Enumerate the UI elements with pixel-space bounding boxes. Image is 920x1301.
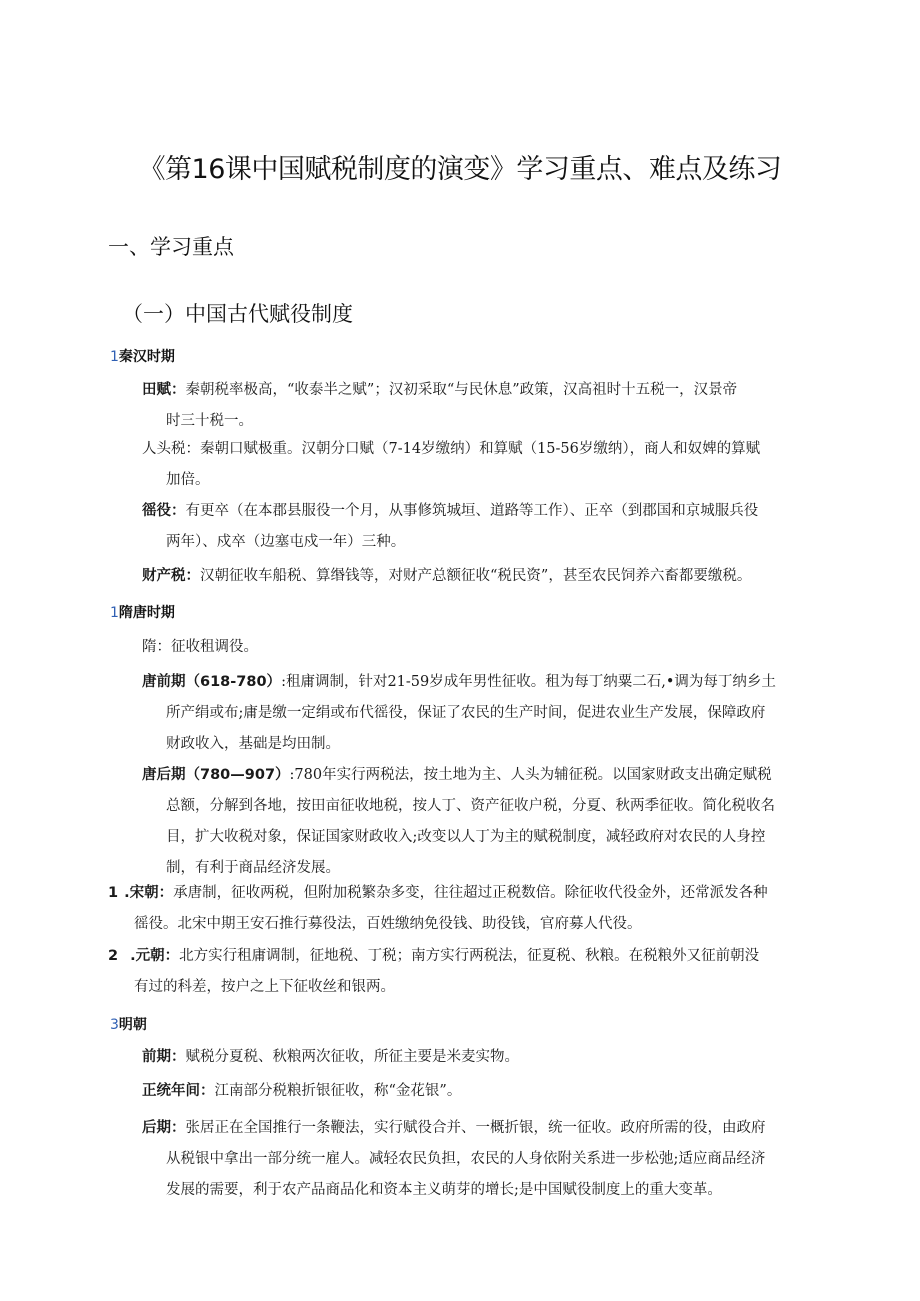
item-text-cont: 徭役。北宋中期王安石推行募役法，百姓缴纳免役钱、助役钱，官府募人代役。	[134, 916, 642, 932]
item-text-cont: 财政收入，基础是均田制。	[166, 736, 340, 752]
item-text: :租庸调制，针对21-59岁成年男性征收。租为每丁纳粟二石,•调为每丁纳乡土	[281, 674, 776, 690]
item-text: 张居正在全国推行一条鞭法，实行赋役合并、一概折银，统一征收。政府所需的役，由政府	[185, 1120, 766, 1136]
section-number: 1	[110, 349, 119, 365]
item-number: 2	[108, 948, 119, 964]
section-number: 1	[110, 605, 119, 621]
item-number: 1	[108, 885, 119, 901]
paragraph-corvee	[142, 496, 812, 558]
item-text-cont: 总额，分解到各地，按田亩征收地税，按人丁、资产征收户税，分夏、秋两季征收。简化税收名	[166, 798, 775, 814]
item-label: 正统年间：	[142, 1083, 215, 1099]
paragraph-ming-early	[142, 1042, 812, 1073]
paragraph-field-tax	[142, 375, 812, 437]
section-name: 明朝	[118, 1017, 147, 1033]
paragraph-poll-tax	[142, 434, 812, 496]
paragraph-property-tax	[142, 561, 812, 592]
item-text-cont: 目，扩大收税对象，保证国家财政收入;改变以人丁为主的赋税制度，减轻政府对农民的人身控	[166, 829, 766, 845]
section-heading-ming	[110, 1014, 147, 1034]
item-text-cont: 两年）、戍卒（边塞屯戍一年）三种。	[166, 534, 406, 550]
item-text: :780年实行两税法，按土地为主、人头为辅征税。以国家财政支出确定赋税	[289, 767, 772, 783]
item-text-cont: 发展的需要，利于农产品商品化和资本主义萌芽的增长;是中国赋役制度上的重大变革。	[166, 1182, 722, 1198]
item-label: .宋朝：	[124, 885, 174, 901]
section-heading-qin-han	[110, 346, 175, 366]
item-text: 有更卒（在本郡县服役一个月，从事修筑城垣、道路等工作）、正卒（到郡国和京城服兵役	[185, 503, 759, 519]
item-text: 承唐制，征收两税，但附加税繁杂多变，往往超过正税数倍。除征收代役金外，还常派发各种	[173, 885, 768, 901]
item-label: 唐前期（618-780）	[142, 674, 282, 690]
item-text-cont: 所产绢或布;庸是缴一定绢或布代徭役，保证了农民的生产时间，促进农业生产发展，保障政府	[166, 705, 766, 721]
item-text: 秦朝税率极高，“收泰半之赋”；汉初采取“与民休息”政策，汉高祖时十五税一，汉景帝	[185, 382, 738, 398]
item-label: 前期：	[142, 1049, 186, 1065]
item-label: 人头税：	[142, 441, 200, 457]
item-label: 徭役：	[142, 503, 186, 519]
paragraph-song	[108, 878, 814, 940]
item-text-cont: 制，有利于商品经济发展。	[166, 860, 340, 876]
item-label: 唐后期（780—907）	[142, 767, 290, 783]
item-text-cont: 有过的科差，按户之上下征收丝和银两。	[134, 979, 395, 995]
section-number: 3	[110, 1017, 119, 1033]
item-text: 隋：征收租调役。	[142, 639, 258, 655]
item-label: 后期：	[142, 1120, 186, 1136]
section-name: 隋唐时期	[118, 605, 175, 621]
item-text: 北方实行租庸调制，征地税、丁税；南方实行两税法，征夏税、秋粮。在税粮外又征前朝没	[179, 948, 760, 964]
item-text-cont: 时三十税一。	[166, 413, 253, 429]
item-text: 汉朝征收车船税、算缗钱等，对财产总额征收“税民资”，甚至农民饲养六畜都要缴税。	[200, 568, 752, 584]
paragraph-yuan	[108, 941, 814, 1003]
heading-ancient-tax-system: （一）中国古代赋役制度	[122, 302, 353, 326]
section-heading-sui-tang	[110, 602, 175, 622]
item-text: 江南部分税粮折银征收，称“金花银”。	[214, 1083, 462, 1099]
item-label: 财产税：	[142, 568, 200, 584]
item-text-cont: 加倍。	[166, 472, 210, 488]
paragraph-late-tang	[142, 760, 812, 884]
item-text-cont: 从税银中拿出一部分统一雇人。减轻农民负担，农民的人身依附关系进一步松弛;适应商品经济	[166, 1151, 766, 1167]
heading-study-focus: 一、学习重点	[108, 235, 234, 259]
paragraph-early-tang	[142, 667, 812, 760]
paragraph-ming-late	[142, 1113, 812, 1206]
item-label: .元朝：	[130, 948, 180, 964]
paragraph-ming-zhengtong	[142, 1076, 812, 1107]
item-text: 秦朝口赋极重。汉朝分口赋（7-14岁缴纳）和算赋（15-56岁缴纳），商人和奴婢的算赋	[200, 441, 761, 457]
item-text: 赋税分夏税、秋粮两次征收，所征主要是米麦实物。	[185, 1049, 519, 1065]
paragraph-sui	[142, 632, 812, 663]
section-name: 秦汉时期	[118, 349, 175, 365]
document-title: 《第16课中国赋税制度的演变》学习重点、难点及练习	[138, 154, 782, 185]
item-label: 田赋：	[142, 382, 186, 398]
